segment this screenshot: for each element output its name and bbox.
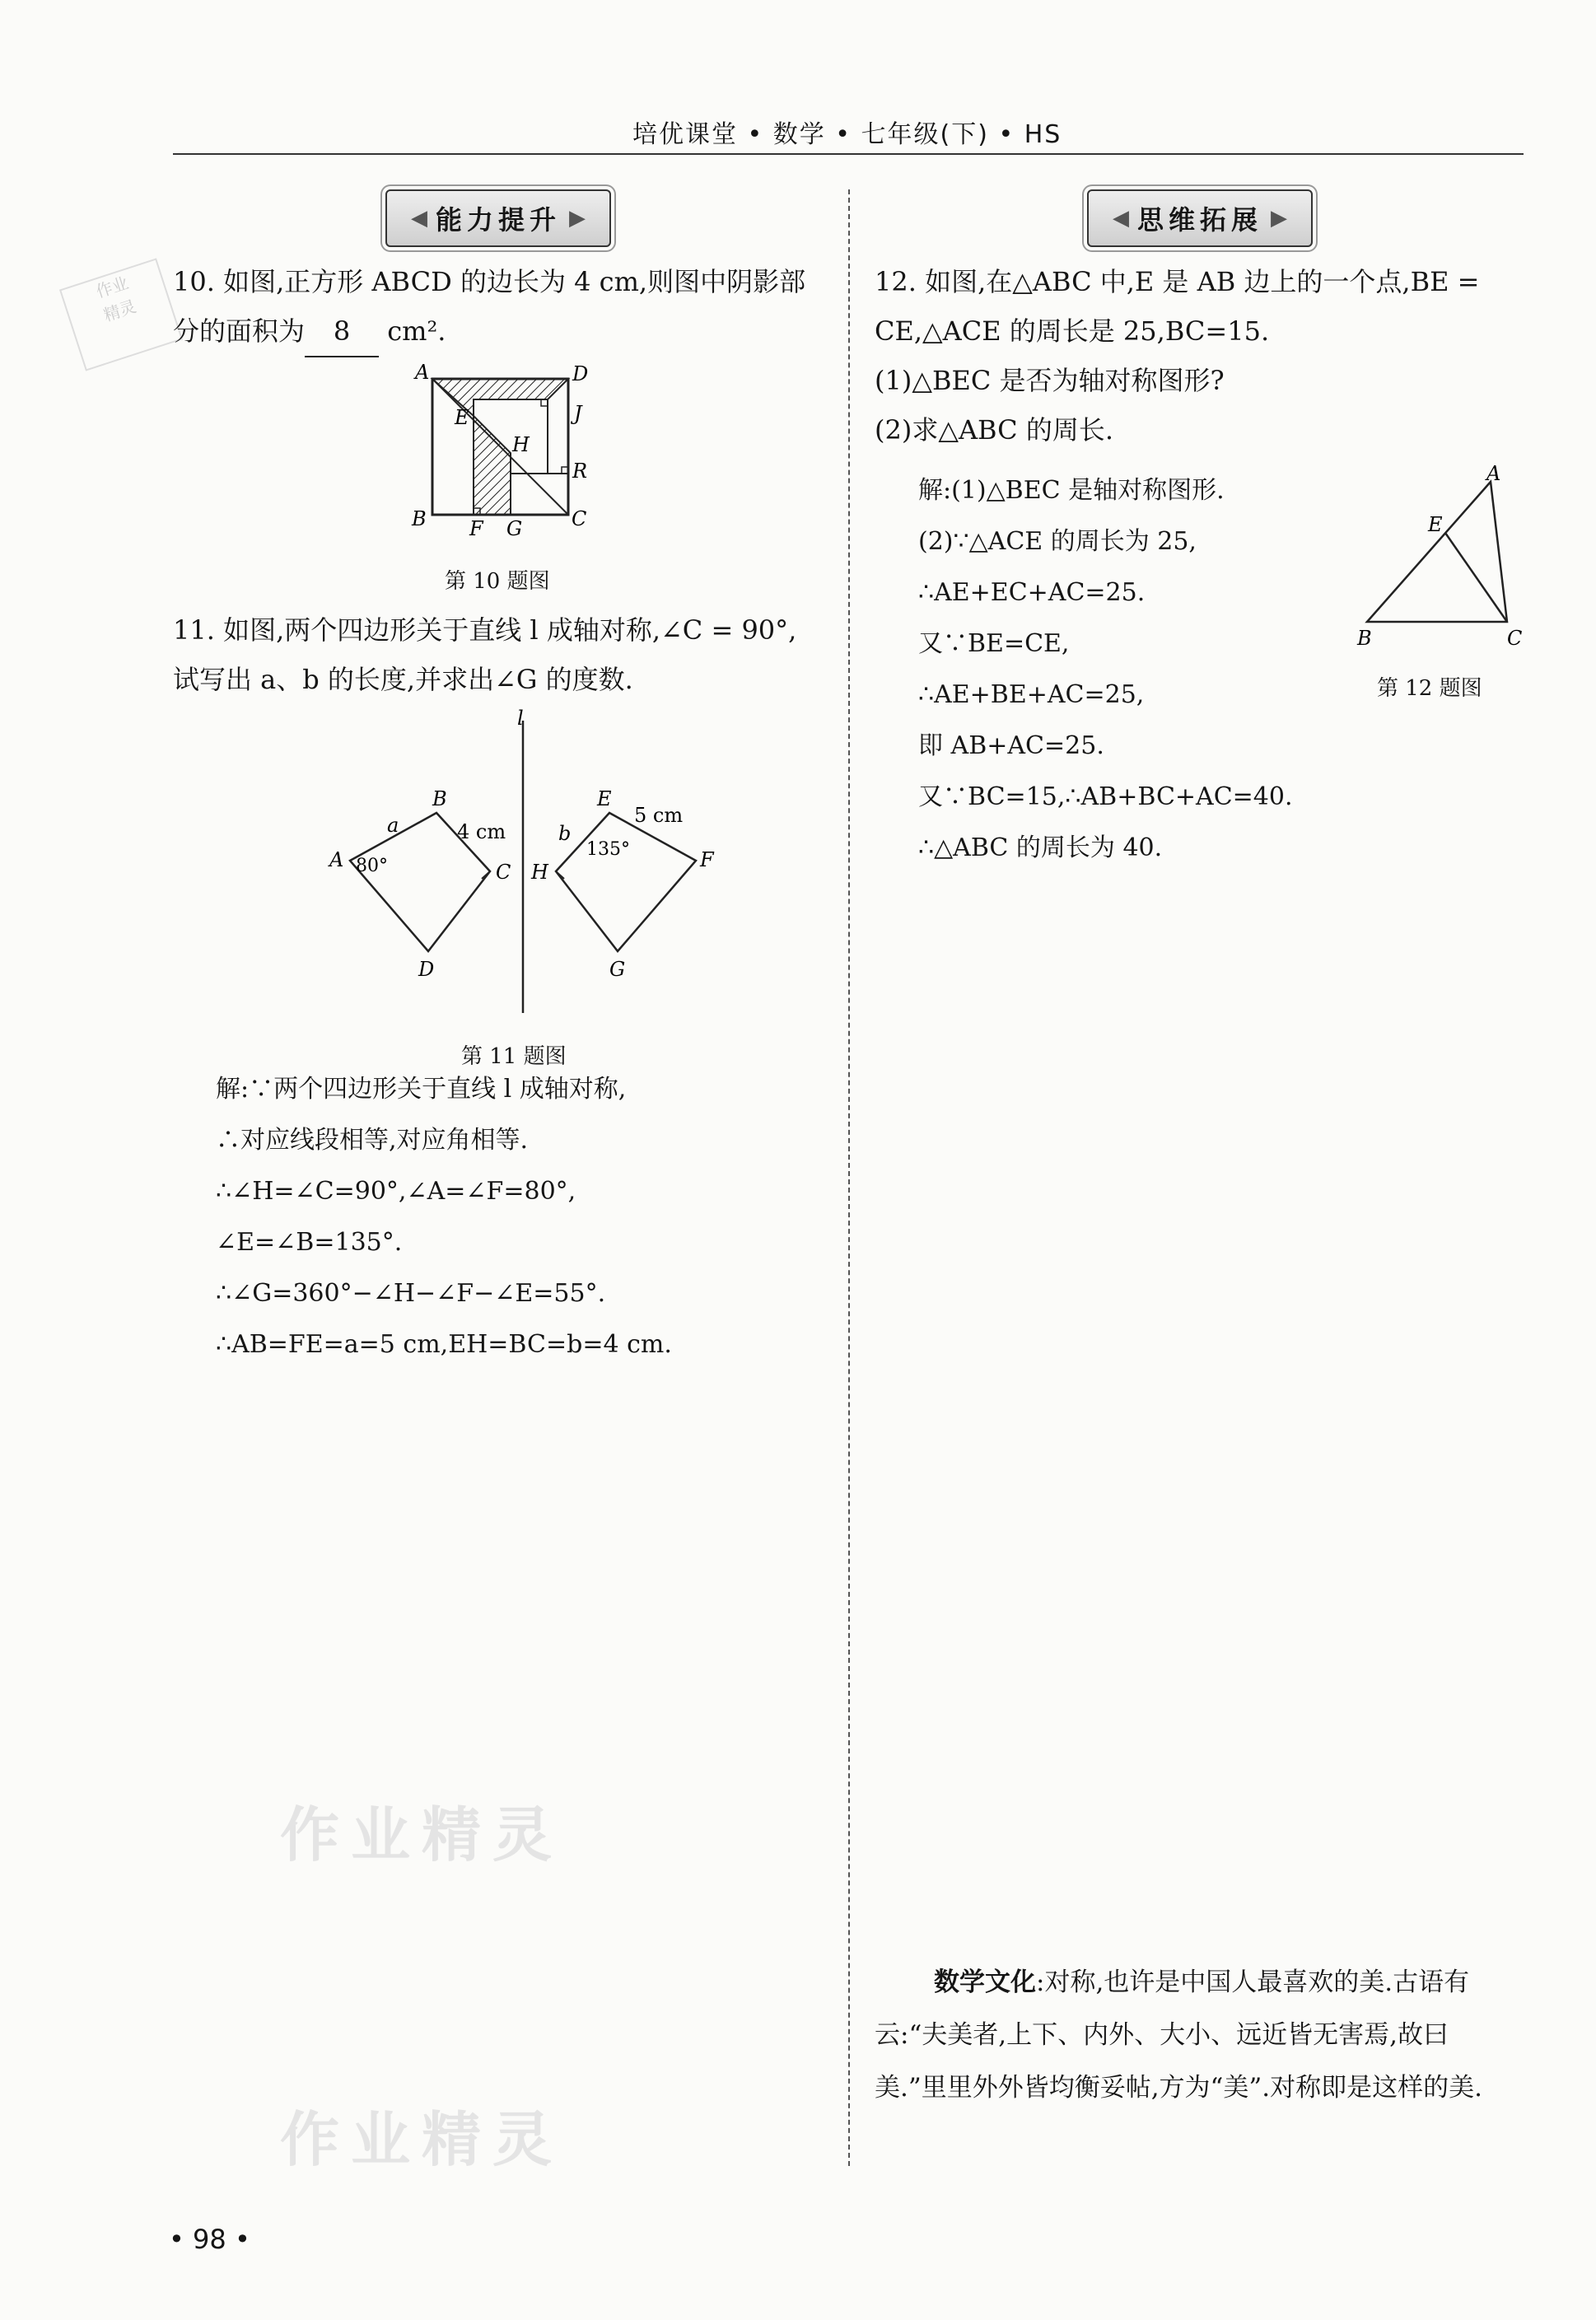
q12-line2: CE,△ACE 的周长是 25,BC=15. bbox=[875, 315, 1270, 347]
q11-sol-line: ∴∠G=360°−∠H−∠F−∠E=55°. bbox=[216, 1279, 606, 1308]
watermark: 作业精灵 bbox=[280, 1800, 564, 1870]
question-12 bbox=[875, 257, 1550, 455]
q11-line1: 11. 如图,两个四边形关于直线 l 成轴对称,∠C = 90°, bbox=[173, 614, 797, 646]
figure-12 bbox=[1351, 465, 1532, 655]
fig10-label-E: E bbox=[455, 406, 469, 429]
q12-sol-line: ∴AE+EC+AC=25. bbox=[918, 578, 1146, 607]
fig11-label-b: b bbox=[558, 822, 572, 845]
math-culture-label: 数学文化 bbox=[934, 1968, 1036, 1997]
q12-sol-line: (2)∵△ACE 的周长为 25, bbox=[918, 527, 1197, 556]
fig11-label-80: 80° bbox=[356, 856, 388, 876]
math-culture bbox=[875, 1956, 1517, 2114]
section-badge-ability bbox=[385, 189, 611, 247]
fig10-label-B: B bbox=[412, 507, 427, 530]
q12-sol-line: 解:(1)△BEC 是轴对称图形. bbox=[918, 476, 1225, 505]
fig11-label-A: A bbox=[329, 848, 344, 871]
question-10 bbox=[173, 257, 832, 357]
fig11-label-5cm: 5 cm bbox=[634, 804, 684, 827]
page-header bbox=[173, 114, 1524, 163]
header-rule bbox=[173, 153, 1524, 155]
fig11-label-E: E bbox=[597, 787, 612, 810]
math-culture-text: :对称,也许是中国人最喜欢的美.古语有云:“夫美者,上下、内外、大小、远近皆无害焉,故曰美.”里里外外皆均衡妥帖,方为“美”.对称即是这样的美. bbox=[875, 1968, 1482, 2103]
fig12-label-A: A bbox=[1486, 465, 1501, 485]
left-arrow-icon: ◀ bbox=[410, 206, 427, 231]
q11-sol-line: ∴对应线段相等,对应角相等. bbox=[216, 1126, 529, 1155]
figure-10 bbox=[404, 362, 601, 544]
fig10-label-C: C bbox=[572, 507, 587, 530]
fig10-label-D: D bbox=[572, 362, 589, 385]
q12-part2: (2)求△ABC 的周长. bbox=[875, 414, 1113, 446]
q12-sol-line: 即 AB+AC=25. bbox=[918, 731, 1104, 760]
fig11-label-D: D bbox=[418, 958, 435, 981]
fig10-label-G: G bbox=[506, 517, 523, 540]
section-title: 能力提升 bbox=[435, 204, 561, 236]
fig10-label-J: J bbox=[574, 402, 582, 425]
right-arrow-icon: ▶ bbox=[569, 206, 586, 231]
q12-line1: 12. 如图,在△ABC 中,E 是 AB 边上的一个点,BE = bbox=[875, 266, 1480, 297]
q11-sol-line: 解:∵两个四边形关于直线 l 成轴对称, bbox=[216, 1075, 627, 1104]
fig11-label-l: l bbox=[517, 708, 524, 730]
q12-sol-line: ∴△ABC 的周长为 40. bbox=[918, 833, 1163, 862]
watermark: 作业精灵 bbox=[280, 2105, 564, 2174]
q12-sol-line: 又∵BC=15,∴AB+BC+AC=40. bbox=[918, 782, 1293, 811]
question-11 bbox=[173, 605, 832, 704]
fig11-caption: 第 11 题图 bbox=[461, 1044, 567, 1069]
fig11-label-a: a bbox=[387, 814, 399, 837]
page-number: • 98 • bbox=[169, 2224, 250, 2255]
q12-sol-line: 又∵BE=CE, bbox=[918, 629, 1070, 658]
homework-stamp-icon: 作业 精灵 bbox=[59, 258, 183, 371]
fig11-label-H: H bbox=[531, 861, 548, 884]
fig12-caption: 第 12 题图 bbox=[1377, 676, 1482, 701]
q12-part1: (1)△BEC 是否为轴对称图形? bbox=[875, 365, 1225, 396]
fig10-caption: 第 10 题图 bbox=[445, 569, 550, 594]
fig12-label-B: B bbox=[1357, 627, 1372, 650]
fig11-label-F: F bbox=[700, 848, 714, 871]
fig12-label-C: C bbox=[1507, 627, 1523, 650]
q10-line1: 10. 如图,正方形 ABCD 的边长为 4 cm,则图中阴影部 bbox=[173, 266, 806, 297]
fig10-label-R: R bbox=[572, 460, 588, 483]
header-title: 培优课堂 • 数学 • 七年级(下) • HS bbox=[632, 120, 1062, 149]
q10-line2-post: cm². bbox=[387, 315, 446, 347]
q11-solution bbox=[216, 1064, 842, 1370]
q11-line2: 试写出 a、b 的长度,并求出∠G 的度数. bbox=[173, 664, 633, 695]
q12-solution bbox=[918, 465, 1379, 874]
section-badge-thinking bbox=[1087, 189, 1313, 247]
fig11-label-G: G bbox=[609, 958, 626, 981]
fig12-label-E: E bbox=[1428, 513, 1443, 536]
q10-answer: 8 bbox=[305, 306, 379, 357]
fig11-label-B: B bbox=[432, 787, 447, 810]
fig10-label-H: H bbox=[512, 433, 530, 456]
left-arrow-icon: ◀ bbox=[1112, 206, 1129, 231]
fig10-label-F: F bbox=[469, 517, 483, 540]
fig11-label-C: C bbox=[496, 861, 511, 884]
figure-11 bbox=[321, 708, 733, 1021]
right-arrow-icon: ▶ bbox=[1271, 206, 1287, 231]
q10-line2-pre: 分的面积为 bbox=[173, 315, 306, 347]
q12-sol-line: ∴AE+BE+AC=25, bbox=[918, 680, 1145, 709]
q11-sol-line: ∠E=∠B=135°. bbox=[216, 1228, 403, 1257]
section-title: 思维拓展 bbox=[1136, 204, 1262, 236]
q11-sol-line: ∴∠H=∠C=90°,∠A=∠F=80°, bbox=[216, 1177, 576, 1206]
fig11-label-4cm: 4 cm bbox=[457, 820, 506, 843]
column-divider bbox=[848, 189, 850, 2166]
fig10-label-A: A bbox=[415, 362, 430, 384]
q11-sol-line: ∴AB=FE=a=5 cm,EH=BC=b=4 cm. bbox=[216, 1330, 672, 1359]
q10-line2 bbox=[173, 306, 832, 357]
fig11-label-135: 135° bbox=[586, 839, 630, 860]
